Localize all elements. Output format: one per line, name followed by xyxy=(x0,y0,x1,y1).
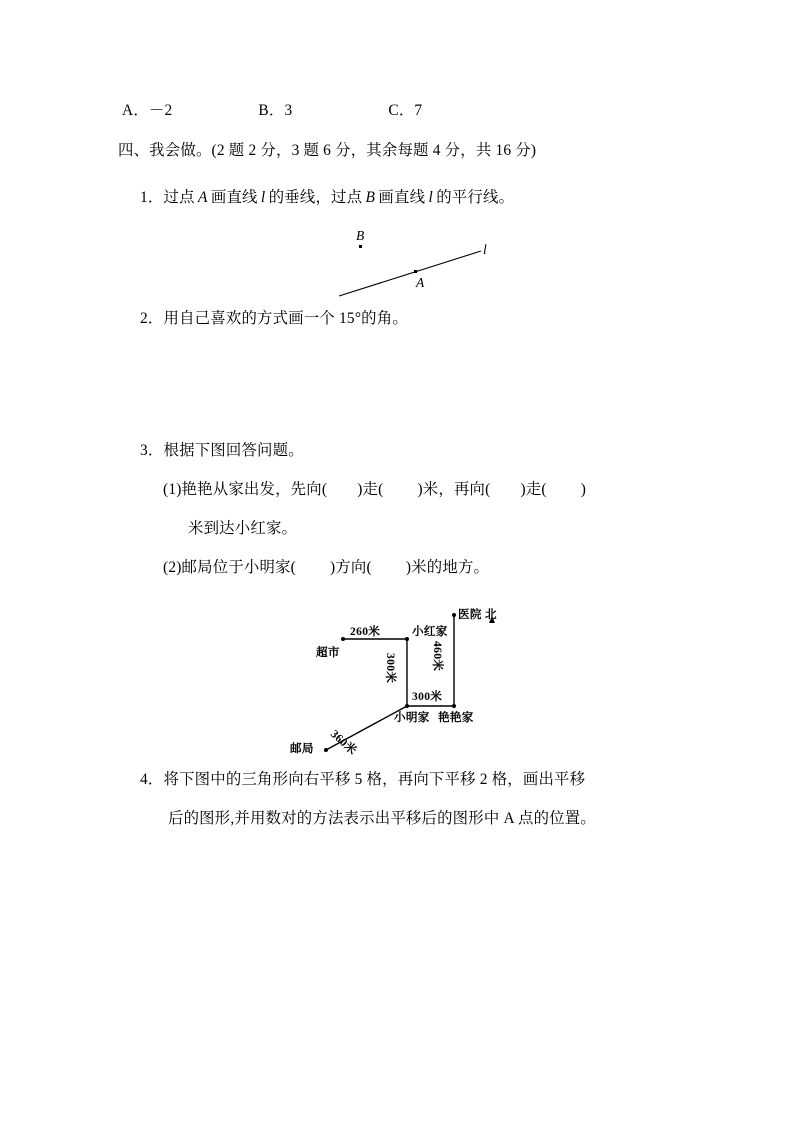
node-hospital xyxy=(452,613,456,617)
q3-sub2-part3: )米的地方。 xyxy=(405,559,490,576)
distance-xiaohong-xiaoming: 300米 xyxy=(384,653,397,684)
label-post-office: 邮局 xyxy=(290,742,314,755)
question-1-text xyxy=(140,190,514,205)
distance-post-xiaoming: 360米 xyxy=(327,727,360,758)
question-1-text-e: 的平行线。 xyxy=(436,189,515,206)
q3-sub1-part4: )走( xyxy=(520,481,547,498)
q3-sub1-part5: ) xyxy=(580,481,587,498)
point-a-label: A xyxy=(416,275,425,290)
question-1-number: 1． xyxy=(140,189,164,206)
node-yanyan-home xyxy=(452,704,456,708)
point-b-dot xyxy=(359,245,362,248)
section-heading: 四、我会做。(2 题 2 分，3 题 6 分，其余每题 4 分，共 16 分) xyxy=(118,142,537,159)
node-supermarket xyxy=(341,637,345,641)
distance-yanyan-hospital: 460米 xyxy=(431,641,444,672)
label-xiaohong-home: 小红家 xyxy=(412,625,448,638)
question-3-sub1-line2: 米到达小红家。 xyxy=(188,520,298,537)
q3-sub1-part3: )米，再向( xyxy=(417,481,491,498)
question-3-text: 3．根据下图回答问题。 xyxy=(140,442,304,459)
line-l-label: l xyxy=(483,242,487,257)
q3-sub1-part1: (1)艳艳从家出发，先向( xyxy=(163,481,328,498)
question-1-text-a: 过点 xyxy=(163,189,195,206)
question-1-text-d: 画直线 xyxy=(378,189,426,206)
node-xiaoming-home xyxy=(405,704,409,708)
question-3-sub1-line1 xyxy=(163,482,586,497)
question-2-text: 2．用自己喜欢的方式画一个 15°的角。 xyxy=(140,310,408,327)
question-1-var-l1: l xyxy=(260,189,266,206)
question-1-text-b: 画直线 xyxy=(210,189,258,206)
label-hospital: 医院 xyxy=(458,608,482,621)
choice-option-c: C．7 xyxy=(388,102,423,119)
distance-xiaoming-yanyan: 300米 xyxy=(412,690,443,703)
question-1-var-b: B xyxy=(365,189,376,206)
question-1-text-c: 的垂线，过点 xyxy=(268,189,363,206)
question-4-line1: 4．将下图中的三角形向右平移 5 格，再向下平移 2 格，画出平移 xyxy=(140,771,586,788)
q3-sub1-part2: )走( xyxy=(357,481,384,498)
choice-row xyxy=(122,103,422,118)
choice-option-b: B．3 xyxy=(258,102,293,119)
label-yanyan-home: 艳艳家 xyxy=(438,711,474,724)
choice-option-a: A．－2 xyxy=(122,102,173,119)
question-1-var-l2: l xyxy=(428,189,433,206)
distance-supermarket-xiaohong: 260米 xyxy=(350,625,381,638)
line-graphic xyxy=(325,222,500,307)
map-graphic xyxy=(282,598,532,760)
question-4-line2: 后的图形,并用数对的方法表示出平移后的图形中 A 点的位置。 xyxy=(168,810,596,827)
question-3-sub2-line1 xyxy=(163,560,489,575)
q3-sub2-part2: )方向( xyxy=(330,559,372,576)
point-b-label: B xyxy=(356,228,365,243)
node-post-office xyxy=(324,748,328,752)
q3-sub2-part1: (2)邮局位于小明家( xyxy=(163,559,297,576)
label-north: 北 xyxy=(485,608,497,621)
figure-route-map xyxy=(282,598,532,760)
question-1-var-a: A xyxy=(197,189,208,206)
label-xiaoming-home: 小明家 xyxy=(394,711,430,724)
node-xiaohong-home xyxy=(405,637,409,641)
figure-line-with-points xyxy=(325,222,500,307)
label-supermarket: 超市 xyxy=(316,646,340,659)
point-a-dot xyxy=(414,270,417,273)
